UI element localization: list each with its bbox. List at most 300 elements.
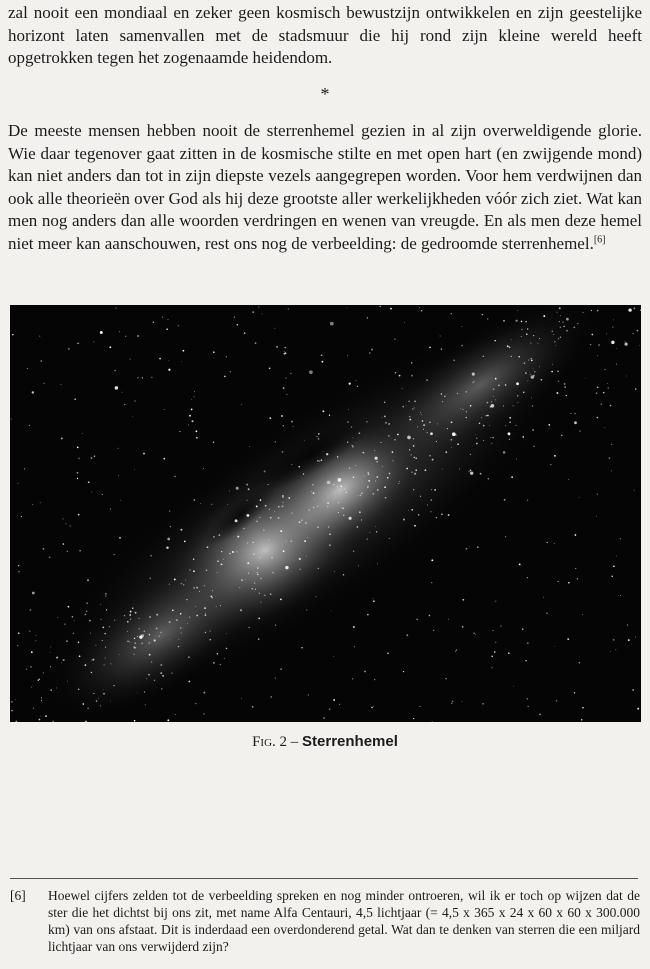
- star: [318, 433, 320, 435]
- star: [193, 587, 195, 589]
- star: [95, 645, 96, 646]
- star: [398, 483, 399, 484]
- starry-sky-photo: [10, 305, 641, 722]
- star: [230, 371, 231, 372]
- star: [239, 587, 240, 588]
- star: [181, 361, 182, 362]
- star: [493, 396, 494, 397]
- star: [89, 620, 91, 622]
- star: [609, 457, 610, 458]
- star: [278, 506, 280, 508]
- star: [413, 718, 414, 719]
- star: [419, 307, 420, 308]
- star: [283, 387, 285, 389]
- star: [367, 472, 369, 474]
- star: [223, 559, 224, 560]
- star: [278, 517, 280, 519]
- star: [180, 627, 182, 629]
- star: [431, 582, 432, 583]
- star: [456, 650, 457, 651]
- star: [141, 634, 144, 637]
- star: [566, 395, 567, 396]
- star: [159, 636, 160, 637]
- star: [171, 672, 172, 673]
- star: [491, 443, 492, 444]
- star: [167, 319, 168, 320]
- star: [480, 473, 482, 475]
- star: [329, 544, 330, 545]
- star: [495, 378, 497, 380]
- star: [539, 713, 541, 715]
- star: [448, 514, 450, 516]
- star: [556, 392, 558, 394]
- star: [498, 384, 500, 386]
- star: [397, 434, 399, 436]
- star: [91, 660, 92, 661]
- star: [487, 318, 488, 319]
- star: [353, 551, 354, 552]
- star: [229, 553, 230, 554]
- star: [527, 500, 528, 501]
- star: [568, 479, 569, 480]
- star: [162, 675, 164, 677]
- star: [307, 537, 308, 538]
- star: [317, 460, 319, 462]
- star: [432, 459, 434, 461]
- star: [355, 465, 356, 466]
- star: [145, 704, 146, 705]
- star: [511, 476, 513, 478]
- star: [403, 519, 405, 521]
- star: [259, 557, 260, 558]
- star: [539, 366, 540, 367]
- star: [179, 431, 180, 432]
- star: [635, 388, 636, 389]
- star: [314, 499, 315, 500]
- star: [120, 500, 121, 501]
- star: [371, 707, 373, 709]
- star: [347, 355, 348, 356]
- star: [470, 546, 471, 547]
- star: [66, 640, 67, 641]
- star: [517, 395, 519, 397]
- star: [507, 345, 509, 347]
- star: [527, 328, 528, 329]
- star: [149, 654, 151, 656]
- star: [367, 614, 368, 615]
- star: [169, 621, 171, 623]
- star: [137, 636, 138, 637]
- star: [575, 534, 577, 536]
- star: [385, 422, 386, 423]
- star: [635, 637, 636, 638]
- star: [74, 620, 75, 621]
- star: [440, 336, 441, 337]
- star: [349, 517, 352, 520]
- star: [495, 642, 496, 643]
- star: [252, 542, 253, 543]
- star: [241, 404, 242, 405]
- star: [564, 386, 565, 387]
- star: [323, 717, 325, 719]
- star: [270, 594, 271, 595]
- star: [475, 634, 476, 635]
- star: [605, 369, 606, 370]
- star: [431, 499, 432, 500]
- star: [110, 509, 111, 510]
- paragraph-intro-text: zal nooit een mondiaal en zeker geen kosmisch bewustzijn ontwikkelen en zijn geestelijke horizont laten samenvallen met de stadsmuur die hij rond zijn kleine wereld heeft opgetrokken tegen het zogenaamde heidendom.: [8, 3, 642, 67]
- star: [610, 651, 611, 652]
- star: [522, 628, 523, 629]
- star: [509, 417, 511, 419]
- paragraph-intro: [8, 2, 642, 70]
- star: [67, 681, 68, 682]
- star: [429, 422, 431, 424]
- star: [553, 334, 554, 335]
- star: [280, 530, 282, 532]
- star: [258, 638, 260, 640]
- star: [359, 494, 361, 496]
- star: [113, 685, 114, 686]
- star: [525, 660, 526, 661]
- star: [199, 591, 200, 592]
- star: [427, 432, 428, 433]
- star: [516, 459, 517, 460]
- star: [309, 510, 310, 511]
- star: [420, 706, 421, 707]
- star: [445, 678, 446, 679]
- star: [466, 391, 467, 392]
- star: [470, 472, 473, 475]
- star: [563, 326, 564, 327]
- star: [195, 430, 197, 432]
- star: [337, 456, 338, 457]
- star: [160, 672, 161, 673]
- star: [427, 504, 428, 505]
- star: [268, 540, 269, 541]
- star: [43, 548, 45, 550]
- star: [88, 481, 90, 483]
- star: [110, 701, 111, 702]
- star: [598, 344, 599, 345]
- star: [414, 407, 415, 408]
- star: [375, 526, 376, 527]
- star: [329, 708, 331, 710]
- star: [205, 613, 206, 614]
- star: [30, 666, 32, 668]
- star: [533, 446, 534, 447]
- star: [74, 398, 76, 400]
- star: [241, 579, 243, 581]
- star: [348, 409, 349, 410]
- star: [132, 608, 133, 609]
- star: [216, 606, 217, 607]
- star: [304, 540, 306, 542]
- star: [430, 511, 431, 512]
- star: [78, 642, 80, 644]
- star: [574, 692, 575, 693]
- star: [345, 491, 347, 493]
- star: [387, 652, 389, 654]
- star: [39, 679, 40, 680]
- star: [528, 359, 529, 360]
- star: [151, 661, 152, 662]
- star: [495, 399, 496, 400]
- star: [93, 693, 94, 694]
- star: [538, 343, 539, 344]
- star: [376, 476, 378, 478]
- star: [539, 338, 540, 339]
- star: [67, 551, 68, 552]
- star: [558, 338, 559, 339]
- star: [105, 647, 106, 648]
- star: [373, 600, 375, 602]
- star: [528, 706, 529, 707]
- star: [317, 506, 318, 507]
- star: [566, 318, 569, 321]
- star: [196, 615, 198, 617]
- star: [247, 542, 248, 543]
- star: [451, 703, 452, 704]
- star: [109, 626, 110, 627]
- star: [312, 484, 313, 485]
- star: [18, 571, 19, 572]
- star: [113, 554, 114, 555]
- star: [375, 480, 376, 481]
- star: [570, 413, 571, 414]
- star: [575, 568, 576, 569]
- star: [494, 651, 496, 653]
- star: [509, 346, 511, 348]
- star: [195, 703, 196, 704]
- star: [280, 668, 281, 669]
- star: [137, 335, 139, 337]
- star: [90, 633, 91, 634]
- star: [423, 424, 425, 426]
- star: [169, 511, 170, 512]
- star: [236, 551, 237, 552]
- star: [232, 551, 234, 553]
- star: [530, 358, 532, 360]
- star: [415, 469, 417, 471]
- star: [63, 659, 65, 661]
- star: [17, 483, 18, 484]
- star: [368, 473, 370, 475]
- star: [611, 444, 612, 445]
- star: [500, 626, 501, 627]
- star: [579, 430, 580, 431]
- star: [32, 391, 34, 393]
- star: [61, 663, 62, 664]
- star: [367, 539, 368, 540]
- star: [322, 361, 324, 363]
- star: [616, 556, 617, 557]
- star: [581, 719, 583, 721]
- star: [143, 630, 145, 632]
- star: [406, 634, 408, 636]
- star: [244, 333, 245, 334]
- star: [560, 327, 561, 328]
- star: [431, 559, 433, 561]
- star: [118, 475, 119, 476]
- star: [285, 566, 288, 569]
- star: [390, 308, 392, 310]
- star: [353, 477, 354, 478]
- star: [457, 443, 459, 445]
- star: [352, 678, 353, 679]
- star: [50, 689, 52, 691]
- star: [184, 541, 186, 543]
- star: [326, 453, 328, 455]
- milky-way-image: [10, 305, 641, 722]
- star: [301, 520, 302, 521]
- star: [38, 680, 39, 681]
- star: [411, 509, 413, 511]
- star: [451, 439, 453, 441]
- star: [137, 693, 138, 694]
- star: [221, 563, 223, 565]
- star: [63, 518, 64, 519]
- footnote-reference[interactable]: [6]: [593, 233, 606, 245]
- star: [211, 504, 212, 505]
- star: [411, 472, 412, 473]
- star: [527, 381, 528, 382]
- star: [70, 525, 71, 526]
- star: [486, 402, 488, 404]
- star: [110, 663, 111, 664]
- star: [134, 720, 136, 722]
- star: [174, 476, 176, 478]
- star: [546, 613, 547, 614]
- star: [212, 590, 213, 591]
- star: [276, 346, 278, 348]
- star: [560, 336, 561, 337]
- star: [102, 640, 103, 641]
- star: [36, 640, 37, 641]
- star: [102, 627, 104, 629]
- star: [247, 500, 248, 501]
- star: [420, 412, 421, 413]
- star: [574, 421, 577, 424]
- star: [132, 416, 133, 417]
- star: [39, 336, 40, 337]
- star: [388, 435, 389, 436]
- star: [413, 445, 415, 447]
- star: [624, 342, 627, 345]
- star: [481, 417, 482, 418]
- star: [274, 328, 275, 329]
- star: [518, 356, 520, 358]
- star: [269, 367, 271, 369]
- star: [257, 574, 258, 575]
- star: [473, 632, 475, 634]
- star: [495, 601, 496, 602]
- star: [560, 315, 561, 316]
- star: [451, 421, 453, 423]
- star: [64, 624, 65, 625]
- star: [148, 674, 150, 676]
- star: [259, 593, 260, 594]
- star: [271, 557, 273, 559]
- star: [441, 349, 442, 350]
- star: [551, 371, 553, 373]
- star: [549, 429, 550, 430]
- star: [533, 369, 534, 370]
- star: [94, 455, 95, 456]
- star: [476, 438, 477, 439]
- star: [87, 708, 88, 709]
- star: [329, 415, 330, 416]
- star: [134, 642, 136, 644]
- star: [246, 514, 249, 517]
- star: [284, 353, 286, 355]
- star: [491, 656, 493, 658]
- star: [457, 393, 458, 394]
- star: [192, 420, 194, 422]
- star: [349, 467, 350, 468]
- star: [328, 526, 329, 527]
- star: [490, 437, 491, 438]
- star: [185, 580, 186, 581]
- star: [262, 313, 263, 314]
- footnote-text: Hoewel cijfers zelden tot de verbeelding spreken en nog minder ontroeren, wil ik er toch op wijzen dat de ster die het dichtst bij ons zit, met name Alfa Centauri, 4,5 lichtjaar (= 4,5 x 365 x 24 x 60 x 60 x 300.000 km) van ons afstaat. Dit is inderdaad een overdonderend getal. Wat dan te denken van sterren die een miljard lichtjaar van ons verwijderd zijn?: [48, 888, 640, 954]
- star: [191, 399, 192, 400]
- star: [124, 404, 125, 405]
- star: [426, 380, 427, 381]
- star: [309, 370, 313, 374]
- star: [554, 341, 555, 342]
- star: [363, 475, 364, 476]
- star: [21, 516, 22, 517]
- star: [313, 492, 315, 494]
- star: [448, 619, 449, 620]
- star: [359, 432, 361, 434]
- star: [597, 494, 598, 495]
- star: [217, 572, 218, 573]
- star: [353, 626, 355, 628]
- star: [371, 349, 373, 351]
- star: [29, 609, 31, 611]
- star: [596, 417, 598, 419]
- star: [566, 330, 568, 332]
- star: [429, 347, 431, 349]
- star: [73, 633, 74, 634]
- star: [105, 657, 106, 658]
- star: [213, 536, 214, 537]
- star: [533, 335, 534, 336]
- star: [316, 436, 317, 437]
- star: [627, 624, 628, 625]
- star: [321, 354, 323, 356]
- star: [532, 405, 533, 406]
- star: [91, 672, 92, 673]
- star: [361, 493, 362, 494]
- star: [321, 459, 323, 461]
- star: [513, 405, 514, 406]
- star: [402, 406, 404, 408]
- star: [412, 408, 414, 410]
- star: [527, 577, 528, 578]
- star: [258, 618, 260, 620]
- star: [384, 416, 386, 418]
- star: [634, 490, 635, 491]
- star: [491, 401, 492, 402]
- star: [462, 701, 463, 702]
- star: [288, 497, 290, 499]
- star: [550, 464, 551, 465]
- star: [291, 421, 293, 423]
- star: [150, 555, 152, 557]
